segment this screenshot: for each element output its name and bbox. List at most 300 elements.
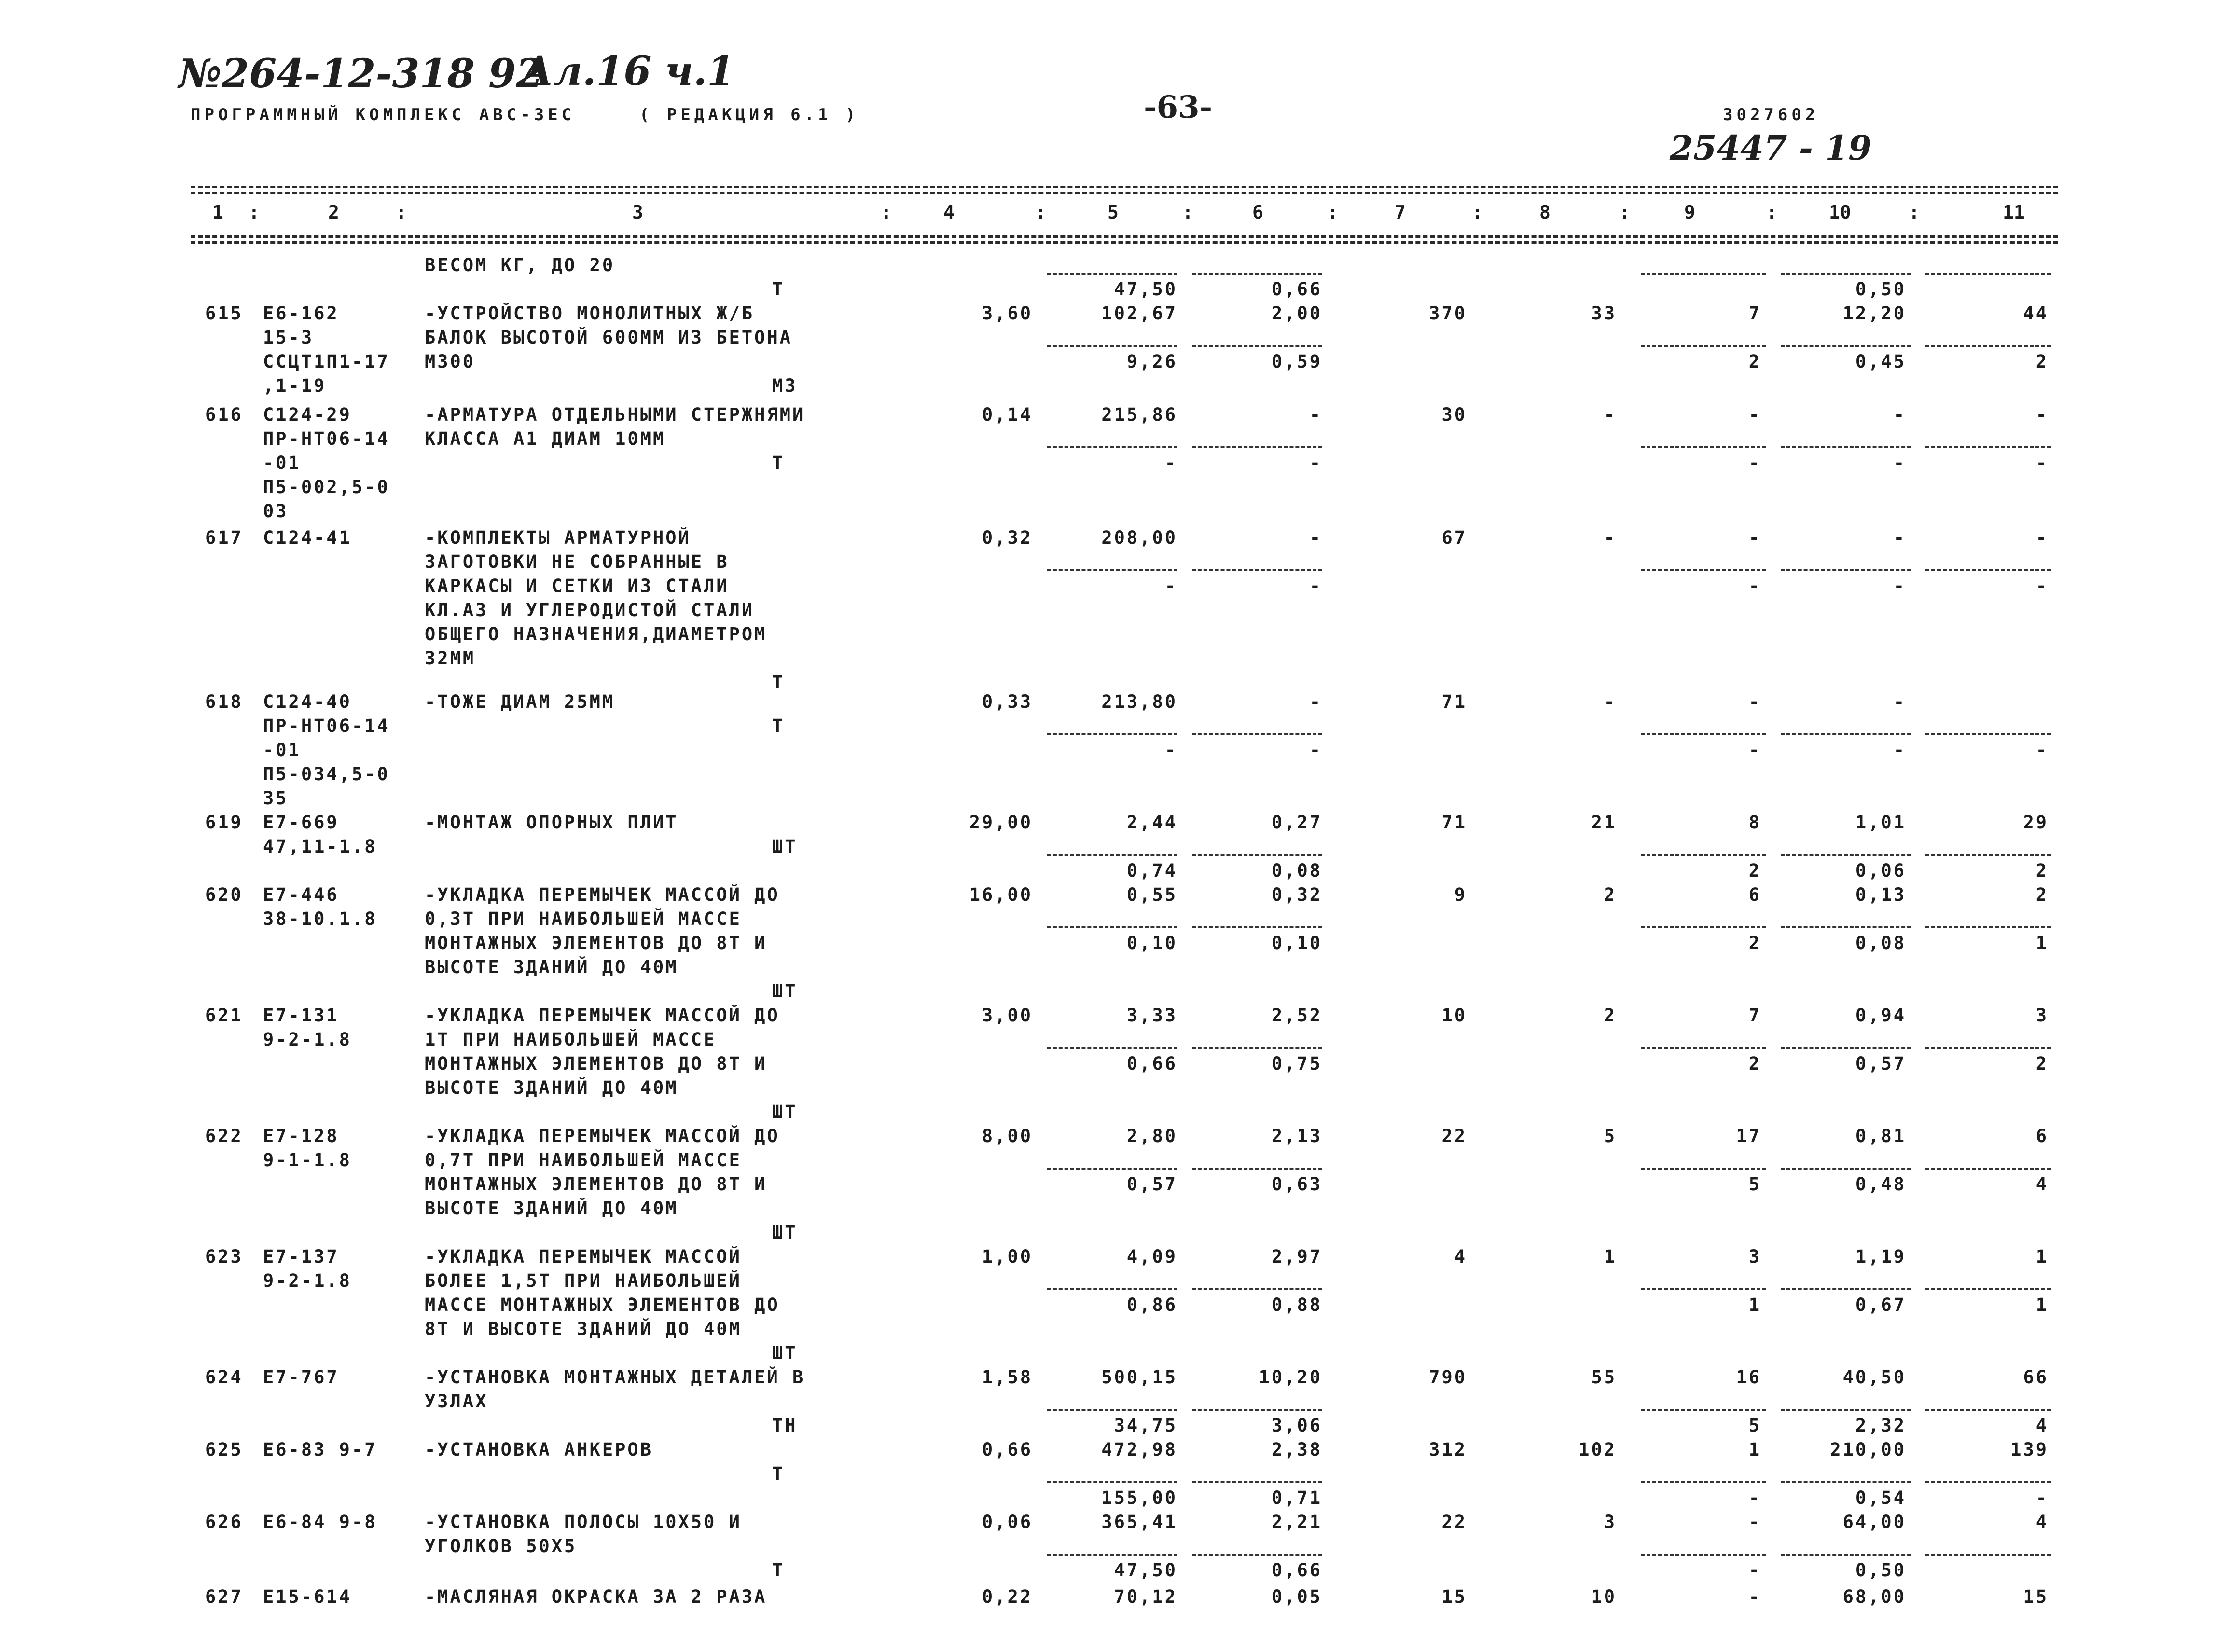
- unit-wages: -: [1309, 404, 1322, 425]
- unit-cost: 102,67: [1101, 303, 1177, 324]
- price-code: 9-2-1.8: [263, 1270, 352, 1291]
- price-code: П5-034,5-0: [263, 764, 390, 785]
- wages-total: -: [1604, 691, 1617, 712]
- item-number: 625: [205, 1439, 243, 1460]
- price-code: Е7-767: [263, 1367, 339, 1388]
- subtotal-divider: [1641, 1288, 1766, 1290]
- subtotal-divider: [1925, 854, 2051, 856]
- labor-hours-sub: -: [1893, 576, 1906, 596]
- column-header-1: 1: [212, 202, 223, 223]
- unit-wages: 2,00: [1271, 303, 1322, 324]
- work-description: МОНТАЖНЫХ ЭЛЕМЕНТОВ ДО 8Т И: [425, 1174, 767, 1195]
- handwritten-album: Ал.16 ч.1: [521, 48, 735, 95]
- machine-cost-sub: -: [1748, 740, 1761, 760]
- subtotal-divider: [1047, 1554, 1177, 1556]
- work-description: -УСТРОЙСТВО МОНОЛИТНЫХ Ж/Б: [425, 303, 755, 324]
- work-description: 8Т И ВЫСОТЕ ЗДАНИЙ ДО 40М: [425, 1319, 742, 1339]
- subtotal-divider: [1047, 446, 1177, 448]
- work-description: КЛ.А3 И УГЛЕРОДИСТОЙ СТАЛИ: [425, 600, 755, 620]
- work-description: КЛАССА А1 ДИАМ 10ММ: [425, 428, 666, 449]
- column-separator: :: [881, 202, 892, 223]
- labor-hours: 1,01: [1855, 812, 1906, 833]
- quantity: 0,66: [982, 1439, 1033, 1460]
- unit-cost: 472,98: [1101, 1439, 1177, 1460]
- column-header-11: 11: [2003, 202, 2025, 223]
- unit-wages: 2,21: [1271, 1512, 1322, 1532]
- unit-wages-sub: 0,08: [1271, 860, 1322, 881]
- subtotal-divider: [1641, 446, 1766, 448]
- column-header-7: 7: [1395, 202, 1406, 223]
- table-header-rule-2: [191, 241, 2058, 244]
- item-number: 626: [205, 1512, 243, 1532]
- column-header-9: 9: [1684, 202, 1695, 223]
- item-number: 620: [205, 884, 243, 905]
- total-cost: 312: [1429, 1439, 1467, 1460]
- price-code: Е6-83 9-7: [263, 1439, 377, 1460]
- subtotal-divider: [1925, 926, 2051, 928]
- price-code: ,1-19: [263, 375, 327, 396]
- unit-wages: 0,27: [1271, 812, 1322, 833]
- wages-total: 55: [1591, 1367, 1617, 1388]
- labor-total: 15: [2023, 1586, 2049, 1607]
- total-cost: 370: [1429, 303, 1467, 324]
- unit-wages: 10,20: [1259, 1367, 1322, 1388]
- unit-wages: -: [1309, 527, 1322, 548]
- handwritten-page-number: -63-: [1144, 89, 1213, 125]
- machine-cost: 6: [1748, 884, 1761, 905]
- program-header: ПРОГРАММНЫЙ КОМПЛЕКС АВС-3ЕС: [191, 105, 576, 124]
- subtotal-divider: [1192, 1288, 1322, 1290]
- subtotal-divider: [1641, 1554, 1766, 1556]
- unit-wages: 2,38: [1271, 1439, 1322, 1460]
- subtotal-divider: [1641, 273, 1766, 275]
- labor-total: 6: [2035, 1126, 2049, 1146]
- unit-of-measure: Т: [772, 1463, 785, 1484]
- machine-cost: -: [1748, 691, 1761, 712]
- price-code: ССЦТ1П1-17: [263, 351, 390, 372]
- price-code: 38-10.1.8: [263, 909, 377, 929]
- unit-of-measure: М3: [772, 375, 798, 396]
- total-cost: 30: [1441, 404, 1467, 425]
- labor-total: 44: [2023, 303, 2049, 324]
- handwritten-code: 25447 - 19: [1670, 128, 1872, 168]
- price-code: 35: [263, 788, 289, 809]
- unit-wages-sub: 0,59: [1271, 351, 1322, 372]
- labor-total: -: [2035, 527, 2049, 548]
- unit-cost: 0,55: [1126, 884, 1177, 905]
- unit-cost-sub: 155,00: [1101, 1487, 1177, 1508]
- labor-total: 66: [2023, 1367, 2049, 1388]
- column-separator: :: [1472, 202, 1483, 223]
- labor-total: 2: [2035, 884, 2049, 905]
- subtotal-divider: [1925, 446, 2051, 448]
- price-code: С124-41: [263, 527, 352, 548]
- subtotal-divider: [1781, 1554, 1911, 1556]
- subtotal-divider: [1047, 569, 1177, 571]
- total-cost: 15: [1441, 1586, 1467, 1607]
- unit-cost-sub: 0,66: [1126, 1053, 1177, 1074]
- work-description: -УСТАНОВКА АНКЕРОВ: [425, 1439, 653, 1460]
- quantity: 0,22: [982, 1586, 1033, 1607]
- unit-of-measure: ШТ: [772, 1101, 798, 1122]
- unit-cost-sub: 9,26: [1126, 351, 1177, 372]
- subtotal-divider: [1641, 1168, 1766, 1170]
- work-description: УГОЛКОВ 50Х5: [425, 1536, 577, 1556]
- subtotal-divider: [1047, 345, 1177, 347]
- column-header-6: 6: [1252, 202, 1263, 223]
- subtotal-divider: [1925, 733, 2051, 735]
- item-number: 627: [205, 1586, 243, 1607]
- price-code: Е7-128: [263, 1126, 339, 1146]
- price-code: 03: [263, 501, 289, 522]
- machine-cost-sub: 2: [1748, 860, 1761, 881]
- column-separator: :: [1766, 202, 1777, 223]
- work-description: МОНТАЖНЫХ ЭЛЕМЕНТОВ ДО 8Т И: [425, 1053, 767, 1074]
- unit-of-measure: Т: [772, 453, 785, 473]
- labor-total-sub: 2: [2035, 351, 2049, 372]
- work-description: ОБЩЕГО НАЗНАЧЕНИЯ,ДИАМЕТРОМ: [425, 624, 767, 645]
- subtotal-divider: [1781, 854, 1911, 856]
- column-separator: :: [1327, 202, 1338, 223]
- unit-wages-sub: -: [1309, 740, 1322, 760]
- subtotal-divider: [1192, 1047, 1322, 1049]
- price-code: Е7-137: [263, 1246, 339, 1267]
- unit-wages: 2,52: [1271, 1005, 1322, 1026]
- subtotal-divider: [1925, 1168, 2051, 1170]
- unit-cost: 2,44: [1126, 812, 1177, 833]
- subtotal-divider: [1925, 1288, 2051, 1290]
- total-cost: 22: [1441, 1126, 1467, 1146]
- unit-cost: 208,00: [1101, 527, 1177, 548]
- unit-of-measure: Т: [772, 1560, 785, 1581]
- quantity: 29,00: [969, 812, 1033, 833]
- quantity: 16,00: [969, 884, 1033, 905]
- subtotal-divider: [1192, 1554, 1322, 1556]
- price-code: С124-40: [263, 691, 352, 712]
- unit-cost-sub: 34,75: [1114, 1415, 1177, 1436]
- column-separator: :: [1619, 202, 1630, 223]
- work-description: -ТОЖЕ ДИАМ 25ММ: [425, 691, 615, 712]
- unit-cost-sub: 0,57: [1126, 1174, 1177, 1195]
- unit-wages: -: [1309, 691, 1322, 712]
- unit-wages: 2,97: [1271, 1246, 1322, 1267]
- item-number: 624: [205, 1367, 243, 1388]
- item-number: 619: [205, 812, 243, 833]
- subtotal-divider: [1047, 1409, 1177, 1411]
- labor-hours-sub: 0,50: [1855, 279, 1906, 300]
- wages-total: 21: [1591, 812, 1617, 833]
- subtotal-divider: [1192, 733, 1322, 735]
- machine-cost-sub: 2: [1748, 351, 1761, 372]
- unit-of-measure: ШТ: [772, 836, 798, 857]
- work-description: БАЛОК ВЫСОТОЙ 600ММ ИЗ БЕТОНА: [425, 327, 793, 348]
- unit-wages-sub: -: [1309, 576, 1322, 596]
- wages-total: 1: [1604, 1246, 1617, 1267]
- subtotal-divider: [1925, 1047, 2051, 1049]
- subtotal-divider: [1781, 1288, 1911, 1290]
- wages-total: -: [1604, 404, 1617, 425]
- column-separator: :: [396, 202, 407, 223]
- column-header-8: 8: [1539, 202, 1551, 223]
- work-description: -УСТАНОВКА МОНТАЖНЫХ ДЕТАЛЕЙ В: [425, 1367, 805, 1388]
- labor-hours-sub: 0,45: [1855, 351, 1906, 372]
- unit-cost-sub: 0,74: [1126, 860, 1177, 881]
- work-description: -УКЛАДКА ПЕРЕМЫЧЕК МАССОЙ ДО: [425, 884, 780, 905]
- machine-cost: 8: [1748, 812, 1761, 833]
- work-description: БОЛЕЕ 1,5Т ПРИ НАИБОЛЬШЕЙ: [425, 1270, 742, 1291]
- unit-cost: 213,80: [1101, 691, 1177, 712]
- work-description: -УКЛАДКА ПЕРЕМЫЧЕК МАССОЙ ДО: [425, 1126, 780, 1146]
- column-header-2: 2: [328, 202, 339, 223]
- machine-cost: 3: [1748, 1246, 1761, 1267]
- price-code: 9-2-1.8: [263, 1029, 352, 1050]
- machine-cost-sub: 2: [1748, 933, 1761, 953]
- subtotal-divider: [1047, 1481, 1177, 1483]
- unit-cost: 3,33: [1126, 1005, 1177, 1026]
- total-cost: 4: [1454, 1246, 1467, 1267]
- labor-hours-sub: 0,50: [1855, 1560, 1906, 1581]
- labor-hours-sub: 0,67: [1855, 1294, 1906, 1315]
- machine-cost: -: [1748, 1512, 1761, 1532]
- labor-total-sub: 2: [2035, 860, 2049, 881]
- table-top-rule-2: [191, 192, 2058, 194]
- price-code: 9-1-1.8: [263, 1150, 352, 1170]
- price-code: 47,11-1.8: [263, 836, 377, 857]
- total-cost: 9: [1454, 884, 1467, 905]
- subtotal-divider: [1047, 1168, 1177, 1170]
- total-cost: 71: [1441, 691, 1467, 712]
- labor-total: 1: [2035, 1246, 2049, 1267]
- work-description: 1Т ПРИ НАИБОЛЬШЕЙ МАССЕ: [425, 1029, 717, 1050]
- work-description: -МАСЛЯНАЯ ОКРАСКА ЗА 2 РАЗА: [425, 1586, 767, 1607]
- labor-total: 29: [2023, 812, 2049, 833]
- item-number: 617: [205, 527, 243, 548]
- subtotal-divider: [1641, 569, 1766, 571]
- quantity: 1,58: [982, 1367, 1033, 1388]
- labor-total-sub: -: [2035, 453, 2049, 473]
- machine-cost: 1: [1748, 1439, 1761, 1460]
- unit-wages-sub: 0,10: [1271, 933, 1322, 953]
- unit-of-measure: Т: [772, 279, 785, 300]
- subtotal-divider: [1925, 569, 2051, 571]
- subtotal-divider: [1192, 345, 1322, 347]
- work-description: ВЕСОМ КГ, ДО 20: [425, 255, 615, 275]
- subtotal-divider: [1781, 345, 1911, 347]
- wages-total: 2: [1604, 884, 1617, 905]
- subtotal-divider: [1047, 854, 1177, 856]
- machine-cost: -: [1748, 1586, 1761, 1607]
- machine-cost-sub: -: [1748, 1487, 1761, 1508]
- subtotal-divider: [1192, 273, 1322, 275]
- price-code: Е7-669: [263, 812, 339, 833]
- item-number: 621: [205, 1005, 243, 1026]
- labor-total: 4: [2035, 1512, 2049, 1532]
- labor-total-sub: -: [2035, 740, 2049, 760]
- unit-wages-sub: 0,66: [1271, 1560, 1322, 1581]
- total-cost: 790: [1429, 1367, 1467, 1388]
- subtotal-divider: [1925, 273, 2051, 275]
- unit-cost: 215,86: [1101, 404, 1177, 425]
- labor-total-sub: 2: [2035, 1053, 2049, 1074]
- labor-hours: 0,13: [1855, 884, 1906, 905]
- unit-cost: 4,09: [1126, 1246, 1177, 1267]
- unit-wages: 0,32: [1271, 884, 1322, 905]
- column-separator: :: [1182, 202, 1193, 223]
- labor-hours-sub: 0,48: [1855, 1174, 1906, 1195]
- item-number: 622: [205, 1126, 243, 1146]
- subtotal-divider: [1641, 733, 1766, 735]
- unit-wages-sub: 0,63: [1271, 1174, 1322, 1195]
- labor-hours: 1,19: [1855, 1246, 1906, 1267]
- column-header-4: 4: [943, 202, 955, 223]
- quantity: 0,32: [982, 527, 1033, 548]
- machine-cost-sub: 5: [1748, 1174, 1761, 1195]
- labor-total-sub: -: [2035, 1487, 2049, 1508]
- price-code: П5-002,5-0: [263, 477, 390, 497]
- machine-cost-sub: 5: [1748, 1415, 1761, 1436]
- unit-wages-sub: -: [1309, 453, 1322, 473]
- work-description: МОНТАЖНЫХ ЭЛЕМЕНТОВ ДО 8Т И: [425, 933, 767, 953]
- subtotal-divider: [1047, 1288, 1177, 1290]
- unit-of-measure: ТН: [772, 1415, 798, 1436]
- price-code: Е6-162: [263, 303, 339, 324]
- work-description: 32ММ: [425, 648, 476, 669]
- unit-cost: 500,15: [1101, 1367, 1177, 1388]
- unit-cost: 365,41: [1101, 1512, 1177, 1532]
- wages-total: 102: [1578, 1439, 1617, 1460]
- subtotal-divider: [1781, 1481, 1911, 1483]
- column-separator: :: [1909, 202, 1920, 223]
- work-description: ВЫСОТЕ ЗДАНИЙ ДО 40М: [425, 957, 678, 977]
- unit-wages-sub: 0,88: [1271, 1294, 1322, 1315]
- unit-of-measure: ШТ: [772, 1222, 798, 1243]
- wages-total: 10: [1591, 1586, 1617, 1607]
- labor-total-sub: 4: [2035, 1174, 2049, 1195]
- quantity: 0,33: [982, 691, 1033, 712]
- machine-cost: 17: [1736, 1126, 1761, 1146]
- machine-cost-sub: 1: [1748, 1294, 1761, 1315]
- work-description: 0,7Т ПРИ НАИБОЛЬШЕЙ МАССЕ: [425, 1150, 742, 1170]
- quantity: 1,00: [982, 1246, 1033, 1267]
- unit-cost-sub: 0,10: [1126, 933, 1177, 953]
- subtotal-divider: [1192, 854, 1322, 856]
- subtotal-divider: [1047, 733, 1177, 735]
- price-code: Е6-84 9-8: [263, 1512, 377, 1532]
- labor-hours: -: [1893, 527, 1906, 548]
- labor-total: -: [2035, 404, 2049, 425]
- subtotal-divider: [1781, 1047, 1911, 1049]
- work-description: М300: [425, 351, 476, 372]
- quantity: 0,14: [982, 404, 1033, 425]
- labor-hours-sub: 0,57: [1855, 1053, 1906, 1074]
- work-description: УЗЛАХ: [425, 1391, 488, 1412]
- labor-hours-sub: 2,32: [1855, 1415, 1906, 1436]
- machine-cost-sub: -: [1748, 576, 1761, 596]
- work-description: -МОНТАЖ ОПОРНЫХ ПЛИТ: [425, 812, 678, 833]
- quantity: 0,06: [982, 1512, 1033, 1532]
- unit-wages-sub: 0,75: [1271, 1053, 1322, 1074]
- unit-cost-sub: 0,86: [1126, 1294, 1177, 1315]
- subtotal-divider: [1641, 854, 1766, 856]
- work-description: -УКЛАДКА ПЕРЕМЫЧЕК МАССОЙ: [425, 1246, 742, 1267]
- unit-of-measure: ШТ: [772, 1343, 798, 1363]
- table-top-rule: [191, 186, 2058, 188]
- work-description: МАССЕ МОНТАЖНЫХ ЭЛЕМЕНТОВ ДО: [425, 1294, 780, 1315]
- unit-cost-sub: 47,50: [1114, 279, 1177, 300]
- work-description: -АРМАТУРА ОТДЕЛЬНЫМИ СТЕРЖНЯМИ: [425, 404, 805, 425]
- wages-total: 5: [1604, 1126, 1617, 1146]
- unit-cost-sub: -: [1164, 576, 1177, 596]
- work-description: -КОМПЛЕКТЫ АРМАТУРНОЙ: [425, 527, 691, 548]
- subtotal-divider: [1781, 926, 1911, 928]
- labor-hours: 40,50: [1842, 1367, 1906, 1388]
- work-description: ЗАГОТОВКИ НЕ СОБРАННЫЕ В: [425, 551, 729, 572]
- subtotal-divider: [1925, 1409, 2051, 1411]
- document-code: 3027602: [1723, 105, 1819, 124]
- total-cost: 67: [1441, 527, 1467, 548]
- column-header-10: 10: [1829, 202, 1851, 223]
- unit-wages-sub: 0,71: [1271, 1487, 1322, 1508]
- total-cost: 22: [1441, 1512, 1467, 1532]
- labor-hours-sub: -: [1893, 453, 1906, 473]
- subtotal-divider: [1047, 273, 1177, 275]
- machine-cost-sub: 2: [1748, 1053, 1761, 1074]
- unit-of-measure: Т: [772, 672, 785, 693]
- labor-total: 3: [2035, 1005, 2049, 1026]
- total-cost: 71: [1441, 812, 1467, 833]
- work-description: 0,3Т ПРИ НАИБОЛЬШЕЙ МАССЕ: [425, 909, 742, 929]
- wages-total: 3: [1604, 1512, 1617, 1532]
- column-header-3: 3: [632, 202, 643, 223]
- work-description: ВЫСОТЕ ЗДАНИЙ ДО 40М: [425, 1198, 678, 1219]
- subtotal-divider: [1641, 1481, 1766, 1483]
- machine-cost: 16: [1736, 1367, 1761, 1388]
- subtotal-divider: [1781, 1168, 1911, 1170]
- subtotal-divider: [1781, 273, 1911, 275]
- unit-wages-sub: 0,66: [1271, 279, 1322, 300]
- column-separator: :: [1035, 202, 1046, 223]
- labor-hours: 210,00: [1830, 1439, 1906, 1460]
- subtotal-divider: [1641, 1047, 1766, 1049]
- subtotal-divider: [1047, 1047, 1177, 1049]
- labor-hours: 68,00: [1842, 1586, 1906, 1607]
- quantity: 3,60: [982, 303, 1033, 324]
- subtotal-divider: [1641, 1409, 1766, 1411]
- price-code: -01: [263, 740, 301, 760]
- unit-of-measure: ШТ: [772, 981, 798, 1002]
- item-number: 615: [205, 303, 243, 324]
- subtotal-divider: [1192, 1168, 1322, 1170]
- wages-total: 2: [1604, 1005, 1617, 1026]
- unit-cost-sub: -: [1164, 740, 1177, 760]
- price-code: ПР-НТ06-14: [263, 428, 390, 449]
- item-number: 623: [205, 1246, 243, 1267]
- labor-hours: 0,81: [1855, 1126, 1906, 1146]
- quantity: 3,00: [982, 1005, 1033, 1026]
- price-code: -01: [263, 453, 301, 473]
- subtotal-divider: [1192, 926, 1322, 928]
- machine-cost: 7: [1748, 303, 1761, 324]
- labor-total-sub: 1: [2035, 933, 2049, 953]
- subtotal-divider: [1047, 926, 1177, 928]
- unit-cost: 2,80: [1126, 1126, 1177, 1146]
- labor-hours: -: [1893, 691, 1906, 712]
- labor-hours-sub: 0,54: [1855, 1487, 1906, 1508]
- subtotal-divider: [1641, 926, 1766, 928]
- price-code: Е7-131: [263, 1005, 339, 1026]
- handwritten-doc-number: №264-12-318 92: [179, 51, 544, 97]
- machine-cost-sub: -: [1748, 453, 1761, 473]
